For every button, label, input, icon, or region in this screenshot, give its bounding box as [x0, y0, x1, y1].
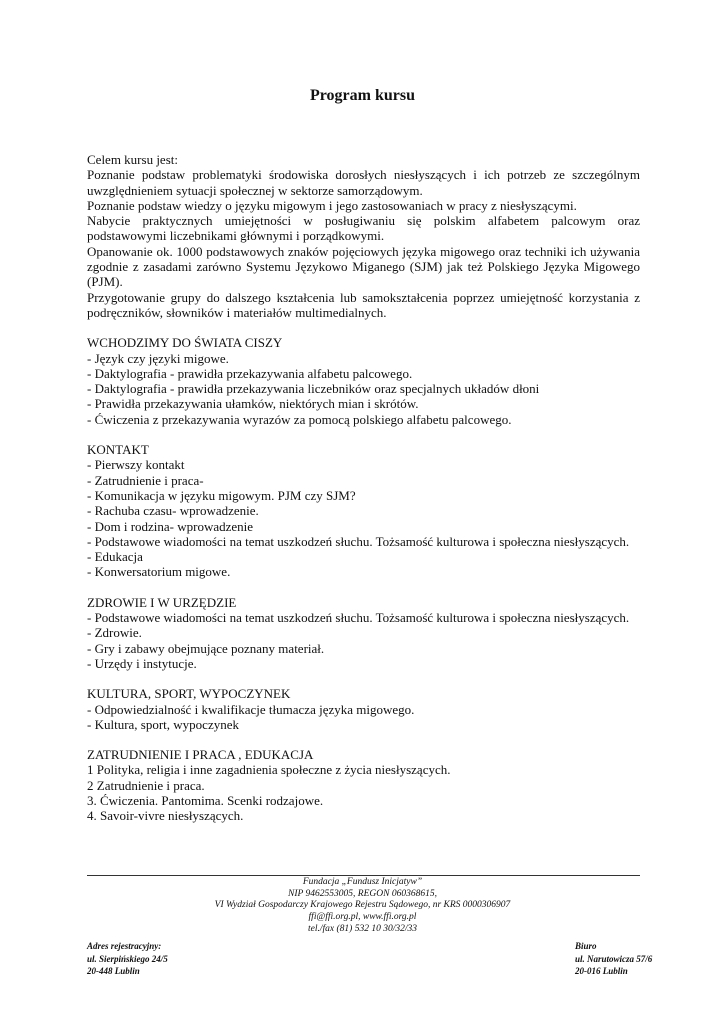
list-item: 2 Zatrudnienie i praca. [87, 777, 205, 793]
list-item: - Zatrudnienie i praca- [87, 472, 204, 488]
footer-line: ul. Narutowicza 57/6 [575, 953, 653, 964]
list-item: - Podstawowe wiadomości na temat uszkodzeń słuchu. Tożsamość kulturowa i społeczna niesłyszących. [87, 610, 630, 626]
section-heading: KONTAKT [87, 442, 149, 458]
list-item: - Urzędy i instytucje. [87, 655, 197, 671]
footer-line: Adres rejestracyjny: [87, 941, 162, 951]
list-item: - Edukacja [87, 549, 143, 565]
section-culture-sport [87, 686, 640, 732]
footer-line: ul. Sierpińskiego 24/5 [87, 953, 168, 964]
list-item: - Daktylografia - prawidła przekazywania liczebników oraz specjalnych układów dłoni [87, 381, 540, 397]
intro-paragraph: Opanowanie ok. 1000 podstawowych znaków pojęciowych języka migowego oraz techniki ich używania zgodnie z zasadami zarówno Systemu Językowo Miganego (SJM) jak też Polskiego Języka Migowego (PJM). [87, 243, 640, 290]
section-contact [87, 442, 640, 580]
list-item: - Dom i rodzina- wprowadzenie [87, 518, 254, 534]
footer-registered-address [87, 940, 168, 978]
list-item: - Kultura, sport, wypoczynek [87, 716, 239, 732]
footer-line: NIP 9462553005, REGON 060368615, [288, 888, 437, 899]
list-item: 1 Polityka, religia i inne zagadnienia społeczne z życia niesłyszących. [87, 762, 451, 778]
section-heading: ZATRUDNIENIE I PRACA , EDUKACJA [87, 747, 314, 763]
section-world-of-silence [87, 335, 640, 427]
intro-heading: Celem kursu jest: [87, 152, 178, 167]
section-employment-education [87, 747, 640, 823]
list-item: - Rachuba czasu- wprowadzenie. [87, 503, 259, 519]
list-item: - Prawidła przekazywania ułamków, niektórych mian i skrótów. [87, 396, 419, 412]
list-item: - Gry i zabawy obejmujące poznany materiał. [87, 640, 325, 656]
list-item: - Daktylografia - prawidła przekazywania alfabetu palcowego. [87, 365, 413, 381]
intro-section [87, 152, 640, 320]
list-item: - Język czy języki migowe. [87, 350, 229, 366]
section-heading: WCHODZIMY DO ŚWIATA CISZY [87, 335, 283, 351]
list-item: - Pierwszy kontakt [87, 457, 185, 473]
page-title: Program kursu [309, 87, 416, 104]
footer-line: ffi@ffi.org.pl, www.ffi.org.pl [308, 912, 417, 923]
intro-paragraph: Przygotowanie grupy do dalszego kształcenia lub samokształcenia poprzez umiejętność korzystania z podręczników, słowników i materiałów multimedialnych. [87, 289, 640, 320]
intro-paragraph: Nabycie praktycznych umiejętności w posługiwaniu się polskim alfabetem palcowym oraz podstawowymi liczebnikami głównymi i porządkowymi. [87, 213, 640, 244]
footer-line: Biuro [575, 941, 597, 951]
document-body [87, 152, 640, 824]
list-item: 4. Savoir-vivre niesłyszących. [87, 808, 244, 824]
list-item: - Konwersatorium migowe. [87, 564, 231, 580]
footer-office-address [575, 940, 652, 978]
intro-paragraph: Poznanie podstaw wiedzy o języku migowym i jego zastosowaniach w pracy z niesłyszącymi. [87, 197, 577, 213]
list-item: - Podstawowe wiadomości na temat uszkodzeń słuchu. Tożsamość kulturowa i społeczna niesłyszących. [87, 533, 630, 549]
intro-paragraph: Poznanie podstaw problematyki środowiska dorosłych niesłyszących i ich potrzeb ze szczególnym uwzględnieniem sytuacji społecznej w sektorze samorządowym. [87, 167, 640, 198]
list-item: - Ćwiczenia z przekazywania wyrazów za pomocą polskiego alfabetu palcowego. [87, 411, 512, 427]
section-heading: ZDROWIE I W URZĘDZIE [87, 594, 237, 610]
section-heading: KULTURA, SPORT, WYPOCZYNEK [87, 686, 291, 702]
footer-line: VI Wydział Gospodarczy Krajowego Rejestru Sądowego, nr KRS 0000306907 [214, 900, 511, 911]
section-health-office [87, 595, 640, 671]
footer-divider [87, 875, 640, 876]
footer-line: tel./fax (81) 532 10 30/32/33 [308, 923, 417, 934]
list-item: - Zdrowie. [87, 625, 142, 641]
footer-line: Fundacja „Fundusz Inicjatyw” [302, 877, 423, 887]
footer-line: 20-016 Lublin [575, 966, 628, 977]
footer-foundation-info [0, 877, 725, 936]
footer-line: 20-448 Lublin [87, 966, 140, 977]
list-item: - Komunikacja w języku migowym. PJM czy SJM? [87, 487, 356, 503]
list-item: 3. Ćwiczenia. Pantomima. Scenki rodzajowe. [87, 792, 324, 808]
list-item: - Odpowiedzialność i kwalifikacje tłumacza języka migowego. [87, 701, 415, 717]
